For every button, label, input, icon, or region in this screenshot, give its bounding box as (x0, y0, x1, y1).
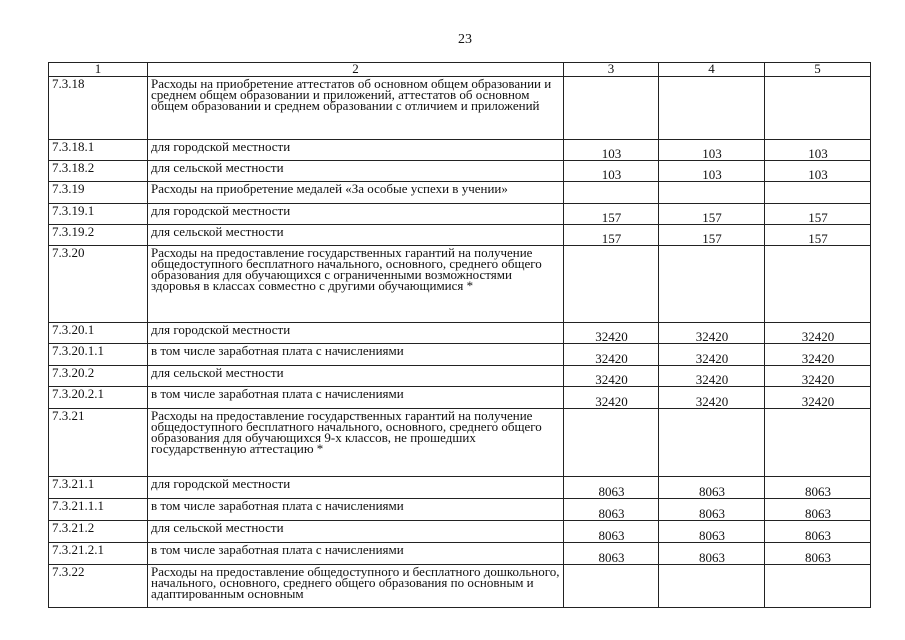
row-value-col-5: 32420 (765, 366, 871, 387)
table-row (49, 246, 871, 323)
row-description-cell: для сельской местности (148, 521, 564, 543)
row-value-col-4: 157 (659, 204, 765, 225)
row-value-col-4: 103 (659, 140, 765, 161)
row-value-col-4: 8063 (659, 477, 765, 499)
table-row (49, 204, 871, 225)
table-row (49, 521, 871, 543)
row-value-col-5 (765, 182, 871, 204)
row-value-col-3: 8063 (564, 499, 659, 521)
row-description-cell: в том числе заработная плата с начислениями (148, 387, 564, 409)
row-value-col-5: 103 (765, 161, 871, 182)
row-code-cell: 7.3.20.1.1 (49, 344, 148, 366)
row-value-col-3: 32420 (564, 344, 659, 366)
header-col-1: 1 (49, 63, 148, 77)
row-description-cell: для сельской местности (148, 225, 564, 246)
row-value-col-4: 8063 (659, 543, 765, 565)
row-value-col-5: 8063 (765, 499, 871, 521)
row-value-col-4 (659, 246, 765, 323)
table-row (49, 565, 871, 608)
header-col-3: 3 (564, 63, 659, 77)
row-code-cell: 7.3.19 (49, 182, 148, 204)
row-value-col-5: 32420 (765, 344, 871, 366)
page-number: 23 (458, 32, 472, 47)
row-description-cell: для городской местности (148, 323, 564, 344)
header-col-5: 5 (765, 63, 871, 77)
row-code-cell: 7.3.22 (49, 565, 148, 608)
header-col-4: 4 (659, 63, 765, 77)
row-value-col-5: 8063 (765, 521, 871, 543)
table-row (49, 161, 871, 182)
row-code-cell: 7.3.18.2 (49, 161, 148, 182)
row-code-cell: 7.3.19.1 (49, 204, 148, 225)
row-description-cell: Расходы на предоставление государственных гарантий на получение общедоступного бесплатного начального, основного, среднего общего образования для обучающихся с ограниченными возможностями здоровья в классах совместно с другими обучающимися * (148, 246, 564, 323)
row-value-col-3: 8063 (564, 521, 659, 543)
table-row (49, 543, 871, 565)
row-description-cell: для городской местности (148, 204, 564, 225)
row-value-col-3: 157 (564, 225, 659, 246)
table-row (49, 477, 871, 499)
row-code-cell: 7.3.21.1 (49, 477, 148, 499)
row-description-cell: Расходы на приобретение аттестатов об основном общем образовании и среднем общем образовании и приложений, аттестатов об основном общем образовании и среднем образовании с отличием и приложений (148, 77, 564, 140)
row-value-col-4: 32420 (659, 366, 765, 387)
row-value-col-4: 157 (659, 225, 765, 246)
row-description-cell: в том числе заработная плата с начислениями (148, 543, 564, 565)
row-value-col-3 (564, 246, 659, 323)
row-value-col-3: 157 (564, 204, 659, 225)
row-description-cell: для сельской местности (148, 366, 564, 387)
row-value-col-4 (659, 409, 765, 477)
table-row (49, 323, 871, 344)
table-header-row (49, 63, 871, 77)
row-value-col-5 (765, 565, 871, 608)
row-value-col-4: 32420 (659, 387, 765, 409)
table-row (49, 387, 871, 409)
row-value-col-4: 8063 (659, 521, 765, 543)
row-value-col-5: 157 (765, 204, 871, 225)
table-row (49, 77, 871, 140)
row-code-cell: 7.3.19.2 (49, 225, 148, 246)
row-code-cell: 7.3.21.2 (49, 521, 148, 543)
row-value-col-3: 8063 (564, 543, 659, 565)
header-col-2: 2 (148, 63, 564, 77)
row-code-cell: 7.3.21.1.1 (49, 499, 148, 521)
row-value-col-5 (765, 77, 871, 140)
row-value-col-3: 103 (564, 140, 659, 161)
row-value-col-5 (765, 246, 871, 323)
row-value-col-5: 103 (765, 140, 871, 161)
row-value-col-3 (564, 77, 659, 140)
row-value-col-4: 32420 (659, 323, 765, 344)
row-value-col-3: 8063 (564, 477, 659, 499)
row-description-cell: в том числе заработная плата с начислениями (148, 344, 564, 366)
row-value-col-4: 103 (659, 161, 765, 182)
table-row (49, 366, 871, 387)
row-value-col-4: 32420 (659, 344, 765, 366)
row-code-cell: 7.3.20 (49, 246, 148, 323)
row-value-col-3: 32420 (564, 323, 659, 344)
table-row (49, 182, 871, 204)
row-description-cell: для городской местности (148, 140, 564, 161)
row-value-col-3: 32420 (564, 366, 659, 387)
row-code-cell: 7.3.20.1 (49, 323, 148, 344)
row-description-cell: Расходы на предоставление общедоступного и бесплатного дошкольного, начального, основного, среднего общего образования по основным и адаптированным основным (148, 565, 564, 608)
row-value-col-3 (564, 409, 659, 477)
row-code-cell: 7.3.20.2.1 (49, 387, 148, 409)
table-row (49, 409, 871, 477)
row-value-col-4 (659, 77, 765, 140)
table-row (49, 225, 871, 246)
row-value-col-3: 32420 (564, 387, 659, 409)
row-value-col-3 (564, 182, 659, 204)
budget-norms-table (48, 62, 871, 608)
row-description-cell: для сельской местности (148, 161, 564, 182)
row-value-col-5: 8063 (765, 477, 871, 499)
table-row (49, 140, 871, 161)
row-code-cell: 7.3.20.2 (49, 366, 148, 387)
row-code-cell: 7.3.18.1 (49, 140, 148, 161)
row-code-cell: 7.3.21.2.1 (49, 543, 148, 565)
row-value-col-5: 157 (765, 225, 871, 246)
row-code-cell: 7.3.21 (49, 409, 148, 477)
row-value-col-5: 8063 (765, 543, 871, 565)
row-value-col-3 (564, 565, 659, 608)
row-value-col-4: 8063 (659, 499, 765, 521)
row-description-cell: Расходы на приобретение медалей «За особые успехи в учении» (148, 182, 564, 204)
row-value-col-4 (659, 565, 765, 608)
row-description-cell: Расходы на предоставление государственных гарантий на получение общедоступного бесплатного начального, основного, среднего общего образования для обучающихся 9-х классов, не прошедших государственную аттестацию * (148, 409, 564, 477)
row-value-col-4 (659, 182, 765, 204)
table-row (49, 499, 871, 521)
row-description-cell: в том числе заработная плата с начислениями (148, 499, 564, 521)
row-value-col-5 (765, 409, 871, 477)
table-row (49, 344, 871, 366)
row-value-col-5: 32420 (765, 323, 871, 344)
row-description-cell: для городской местности (148, 477, 564, 499)
row-code-cell: 7.3.18 (49, 77, 148, 140)
row-value-col-3: 103 (564, 161, 659, 182)
row-value-col-5: 32420 (765, 387, 871, 409)
